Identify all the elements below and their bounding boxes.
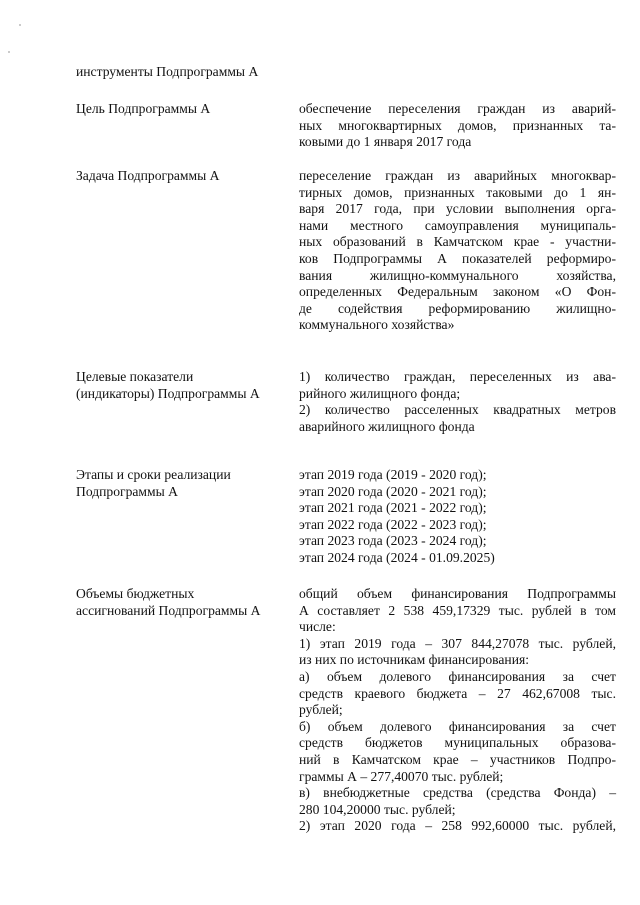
value-line: тирных домов, признанных таковыми до 1 ян- <box>299 184 616 200</box>
label-line: Объемы бюджетных <box>76 586 195 601</box>
value-line: этап 2021 года (2021 - 2022 год); <box>299 500 487 516</box>
label-line: инструменты Подпрограммы А <box>76 64 259 79</box>
value-line: средств бюджетов муниципальных образова- <box>299 735 616 751</box>
value-line: 280 104,20000 тыс. рублей; <box>299 801 456 817</box>
value-line: ний в Камчатском крае – участников Подпро- <box>299 751 616 767</box>
value-line: вания жилищно-коммунального хозяйства, <box>299 267 616 283</box>
label-line: Подпрограммы А <box>76 483 178 499</box>
row-value <box>299 586 616 835</box>
value-line: 1) количество граждан, переселенных из ава- <box>299 369 616 384</box>
value-line: числе: <box>299 619 336 635</box>
value-line: общий объем финансирования Подпрограммы <box>299 586 616 601</box>
value-line: этап 2022 года (2022 - 2023 год); <box>299 516 487 532</box>
label-line: Цель Подпрограммы А <box>76 101 211 116</box>
value-line: этап 2019 года (2019 - 2020 год); <box>299 467 487 482</box>
label-line: ассигнований Подпрограммы А <box>76 602 261 618</box>
value-line: ных многоквартирных домов, признанных та- <box>299 117 616 133</box>
label-line: (индикаторы) Подпрограммы А <box>76 385 260 401</box>
row-label <box>76 101 286 118</box>
value-line: ных образований в Камчатском крае - участни- <box>299 234 616 250</box>
value-line: рийного жилищного фонда; <box>299 385 461 401</box>
value-line: аварийного жилищного фонда <box>299 418 475 434</box>
value-line: нами местного самоуправления муниципаль- <box>299 217 616 233</box>
row-value <box>299 369 616 435</box>
value-line: граммы А – 277,40070 тыс. рублей; <box>299 768 504 784</box>
value-line: ковыми до 1 января 2017 года <box>299 134 472 150</box>
scan-speck <box>19 24 21 26</box>
value-line: этап 2023 года (2023 - 2024 год); <box>299 533 487 549</box>
value-line: варя 2017 года, при условии выполнения орга- <box>299 201 616 217</box>
label-line: Этапы и сроки реализации <box>76 467 231 482</box>
value-line: 2) этап 2020 года – 258 992,60000 тыс. рублей, <box>299 818 616 834</box>
label-line: Задача Подпрограммы А <box>76 168 220 183</box>
row-label <box>76 586 286 619</box>
row-value <box>299 168 616 334</box>
value-line: определенных Федеральным законом «О Фон- <box>299 284 616 300</box>
label-line: Целевые показатели <box>76 369 194 384</box>
row-label <box>76 369 286 402</box>
row-label <box>76 168 286 185</box>
value-line: 1) этап 2019 года – 307 844,27078 тыс. рублей, <box>299 635 616 651</box>
value-line: коммунального хозяйства» <box>299 317 455 333</box>
value-line: А составляет 2 538 459,17329 тыс. рублей в том <box>299 602 616 618</box>
scan-speck <box>8 51 10 53</box>
row-value <box>299 467 616 567</box>
value-line: б) объем долевого финансирования за счет <box>299 718 616 734</box>
value-line: ков Подпрограммы А показателей реформиро- <box>299 250 616 266</box>
value-line: обеспечение переселения граждан из аварий- <box>299 101 616 116</box>
value-line: переселение граждан из аварийных многоквар- <box>299 168 616 183</box>
value-line: де содействия реформированию жилищно- <box>299 300 616 316</box>
value-line: а) объем долевого финансирования за счет <box>299 668 616 684</box>
row-label <box>76 467 286 500</box>
value-line: из них по источникам финансирования: <box>299 652 530 668</box>
value-line: этап 2020 года (2020 - 2021 год); <box>299 483 487 499</box>
value-line: рублей; <box>299 702 343 718</box>
header-row-label <box>76 64 286 81</box>
value-line: этап 2024 года (2024 - 01.09.2025) <box>299 549 495 565</box>
value-line: средств краевого бюджета – 27 462,67008 тыс. <box>299 685 616 701</box>
value-line: 2) количество расселенных квадратных метров <box>299 402 616 418</box>
value-line: в) внебюджетные средства (средства Фонда) – <box>299 785 616 801</box>
row-value <box>299 101 616 151</box>
